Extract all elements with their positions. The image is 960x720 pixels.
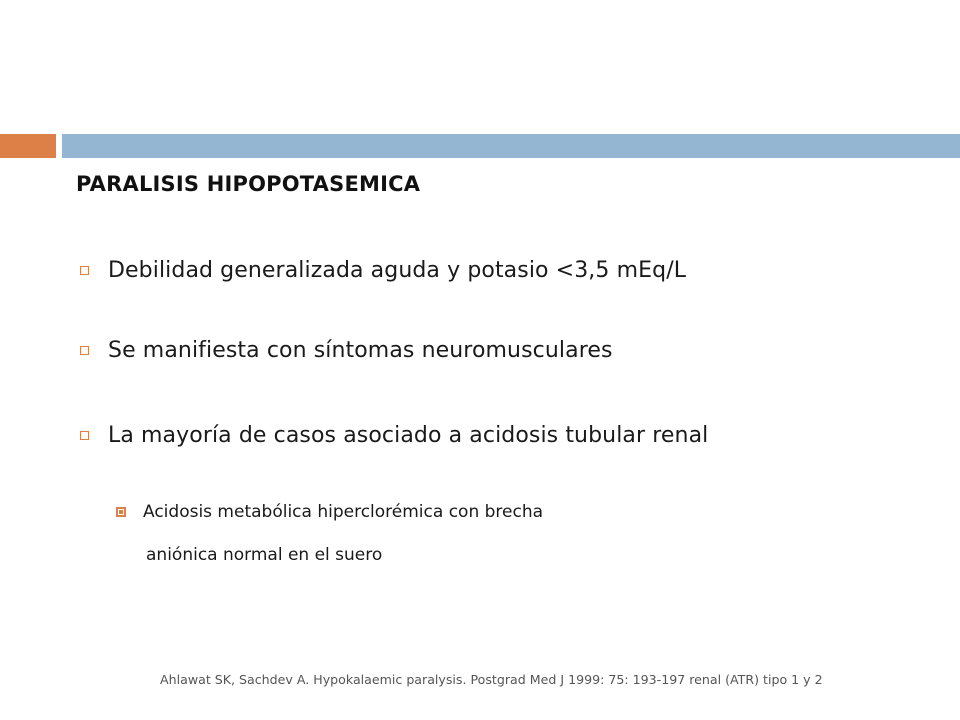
slide-title: PARALISIS HIPOPOTASEMICA — [76, 172, 421, 196]
filled-square-bullet-icon — [116, 507, 126, 517]
square-bullet-icon — [80, 346, 89, 355]
bullet-item — [80, 258, 686, 283]
citation: Ahlawat SK, Sachdev A. Hypokalaemic paralysis. Postgrad Med J 1999: 75: 193-197 renal (ATR) tipo 1 y 2 — [160, 672, 823, 687]
bullet-text: Se manifiesta con síntomas neuromusculares — [108, 338, 613, 363]
sub-bullet-continuation: aniónica normal en el suero — [146, 545, 383, 565]
sub-bullet-item — [116, 502, 543, 522]
accent-band-orange — [0, 134, 56, 158]
sub-bullet-text: Acidosis metabólica hiperclorémica con brecha — [143, 502, 544, 522]
bullet-text: La mayoría de casos asociado a acidosis tubular renal — [108, 423, 709, 448]
square-bullet-icon — [80, 266, 89, 275]
bullet-text: Debilidad generalizada aguda y potasio <3,5 mEq/L — [108, 258, 687, 283]
bullet-item — [80, 423, 708, 448]
bullet-item — [80, 338, 613, 363]
square-bullet-icon — [80, 431, 89, 440]
accent-band-blue — [62, 134, 960, 158]
